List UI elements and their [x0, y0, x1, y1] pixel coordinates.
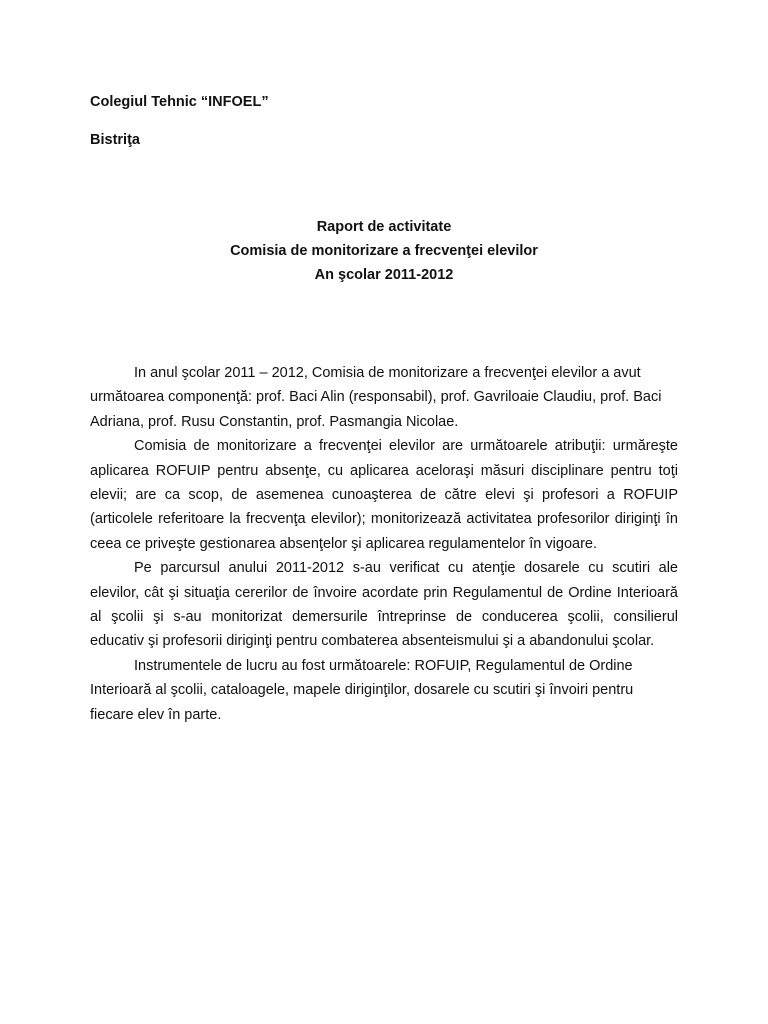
paragraph-instruments: Instrumentele de lucru au fost următoarele: ROFUIP, Regulamentul de Ordine Interioară al şcolii, cataloagele, mapele diriginţilor, dosarele cu scutiri şi învoiri pentru fiecare elev în parte.: [90, 657, 634, 723]
report-title: [90, 215, 678, 287]
school-city: Bistriţa: [90, 132, 140, 148]
report-title-line-3: An şcolar 2011-2012: [314, 267, 454, 283]
school-name: Colegiul Tehnic “INFOEL”: [90, 94, 269, 110]
paragraph-activity: Pe parcursul anului 2011-2012 s-au verificat cu atenţie dosarele cu scutiri ale elevilor, cât şi situaţia cererilor de învoire acordate prin Regulamentul de Ordine Interioară al şcolii şi s-au monitorizat demersurile întreprinse de conducerea şcolii, consilierul educativ şi profesorii diriginţi pentru combaterea absenteismului şi a abandonului şcolar.: [90, 560, 678, 650]
paragraph-duties: Comisia de monitorizare a frecvenţei elevilor are următoarele atribuţii: urmăreşte aplicarea ROFUIP pentru absenţe, cu aplicarea aceloraşi măsuri disciplinare pentru toţi elevii; are ca scop, de asemenea cunoaşterea de către elevi şi profesori a ROFUIP (articolele referitoare la frecvenţa elevilor); monitorizează activitatea profesorilor diriginţi în ceea ce priveşte gestionarea absenţelor şi aplicarea regulamentelor în vigoare.: [90, 438, 678, 552]
report-title-line-2: Comisia de monitorizare a frecvenţei elevilor: [230, 243, 538, 259]
paragraph-composition: In anul şcolar 2011 – 2012, Comisia de monitorizare a frecvenţei elevilor a avut următoarea componenţă: prof. Baci Alin (responsabil), prof. Gavriloaie Claudiu, prof. Baci Adriana, prof. Rusu Constantin, prof. Pasmangia Nicolae.: [90, 365, 662, 430]
report-title-line-1: Raport de activitate: [316, 219, 452, 235]
report-body: [90, 361, 678, 727]
